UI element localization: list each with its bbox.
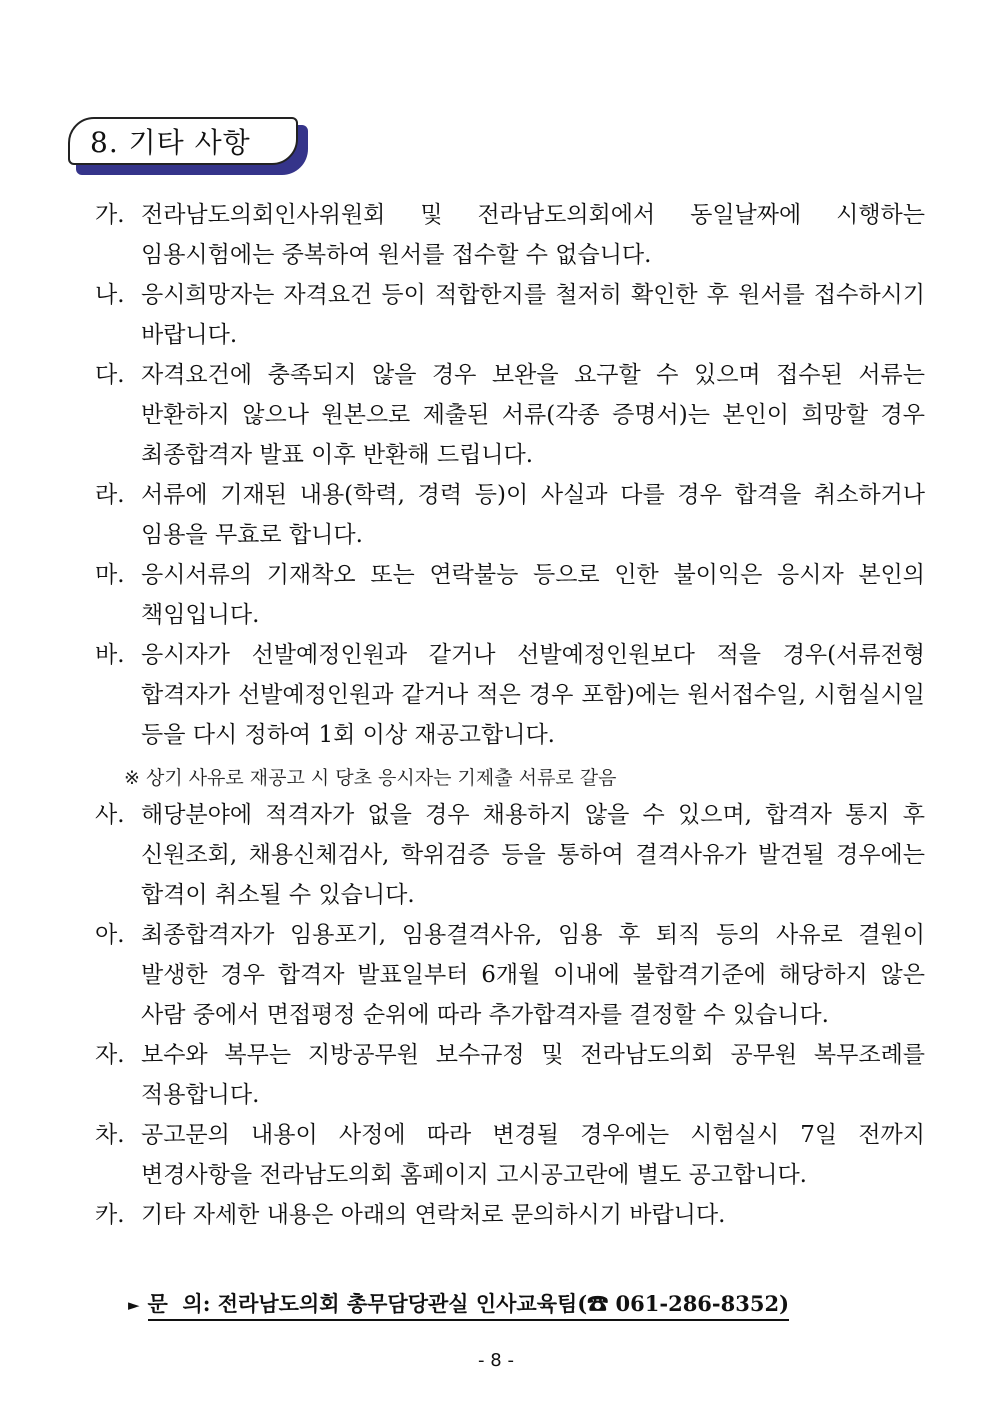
- item-marker: 바.: [95, 642, 125, 668]
- item-marker: 차.: [95, 1122, 125, 1148]
- reannouncement-note: ※ 상기 사유로 재공고 시 당초 응시자는 기제출 서류로 갈음: [124, 767, 617, 789]
- list-item: [95, 915, 925, 1035]
- item-marker: 라.: [95, 482, 125, 508]
- heading-box: [68, 117, 298, 165]
- item-marker: 마.: [95, 562, 125, 588]
- item-marker: 자.: [95, 1042, 125, 1068]
- item-marker: 카.: [95, 1202, 125, 1228]
- arrow-right-icon: ►: [128, 1295, 140, 1314]
- item-text: 공고문의 내용이 사정에 따라 변경될 경우에는 시험실시 7일 전까지 변경사항을 전라남도의회 홈페이지 고시공고란에 별도 공고합니다.: [141, 1122, 925, 1188]
- list-item: [95, 195, 925, 275]
- list-item: [95, 1035, 925, 1115]
- list-item: [95, 555, 925, 635]
- item-marker: 다.: [95, 362, 125, 388]
- section-title: 8. 기타 사항: [90, 126, 251, 159]
- item-marker: 가.: [95, 202, 125, 228]
- list-item: [95, 275, 925, 355]
- section-heading: [68, 117, 308, 175]
- item-marker: 사.: [95, 802, 125, 828]
- list-item: [95, 635, 925, 755]
- item-text: 해당분야에 적격자가 없을 경우 채용하지 않을 수 있으며, 합격자 통지 후 신원조회, 채용신체검사, 학위검증 등을 통하여 결격사유가 발견될 경우에는 합격이 취소될 수 있습니다.: [141, 802, 925, 908]
- page-number: - 8 -: [478, 1350, 514, 1371]
- item-text: 전라남도의회인사위원회 및 전라남도의회에서 동일날짜에 시행하는 임용시험에는 중복하여 원서를 접수할 수 없습니다.: [141, 202, 925, 268]
- contact-text: 문 의: 전라남도의회 총무담당관실 인사교육팀(☎ 061-286-8352): [148, 1288, 789, 1321]
- item-text: 자격요건에 충족되지 않을 경우 보완을 요구할 수 있으며 접수된 서류는 반환하지 않으나 원본으로 제출된 서류(각종 증명서)는 본인이 희망할 경우 최종합격자 발표 이후 반환해 드립니다.: [141, 362, 925, 468]
- item-marker: 나.: [95, 282, 125, 308]
- item-text: 보수와 복무는 지방공무원 보수규정 및 전라남도의회 공무원 복무조례를 적용합니다.: [141, 1042, 925, 1108]
- list-item: [95, 355, 925, 475]
- item-text: 응시자가 선발예정인원과 같거나 선발예정인원보다 적을 경우(서류전형 합격자가 선발예정인원과 같거나 적은 경우 포함)에는 원서접수일, 시험실시일 등을 다시 정하여 1회 이상 재공고합니다.: [141, 642, 926, 748]
- item-text: 최종합격자가 임용포기, 임용결격사유, 임용 후 퇴직 등의 사유로 결원이 발생한 경우 합격자 발표일부터 6개월 이내에 불합격기준에 해당하지 않은 사람 중에서 면접평정 순위에 따라 추가합격자를 결정할 수 있습니다.: [141, 922, 925, 1028]
- list-item: [95, 1115, 925, 1195]
- list-item: [95, 795, 925, 915]
- contact-info: [128, 1288, 789, 1321]
- list-item: [95, 1195, 925, 1235]
- item-marker: 아.: [95, 922, 125, 948]
- item-text: 응시서류의 기재착오 또는 연락불능 등으로 인한 불이익은 응시자 본인의 책임입니다.: [141, 562, 925, 628]
- list-item: [95, 475, 925, 555]
- item-text: 기타 자세한 내용은 아래의 연락처로 문의하시기 바랍니다.: [141, 1202, 726, 1228]
- item-text: 응시희망자는 자격요건 등이 적합한지를 철저히 확인한 후 원서를 접수하시기 바랍니다.: [141, 282, 925, 348]
- item-text: 서류에 기재된 내용(학력, 경력 등)이 사실과 다를 경우 합격을 취소하거나 임용을 무효로 합니다.: [141, 482, 925, 548]
- item-list: [95, 195, 925, 1235]
